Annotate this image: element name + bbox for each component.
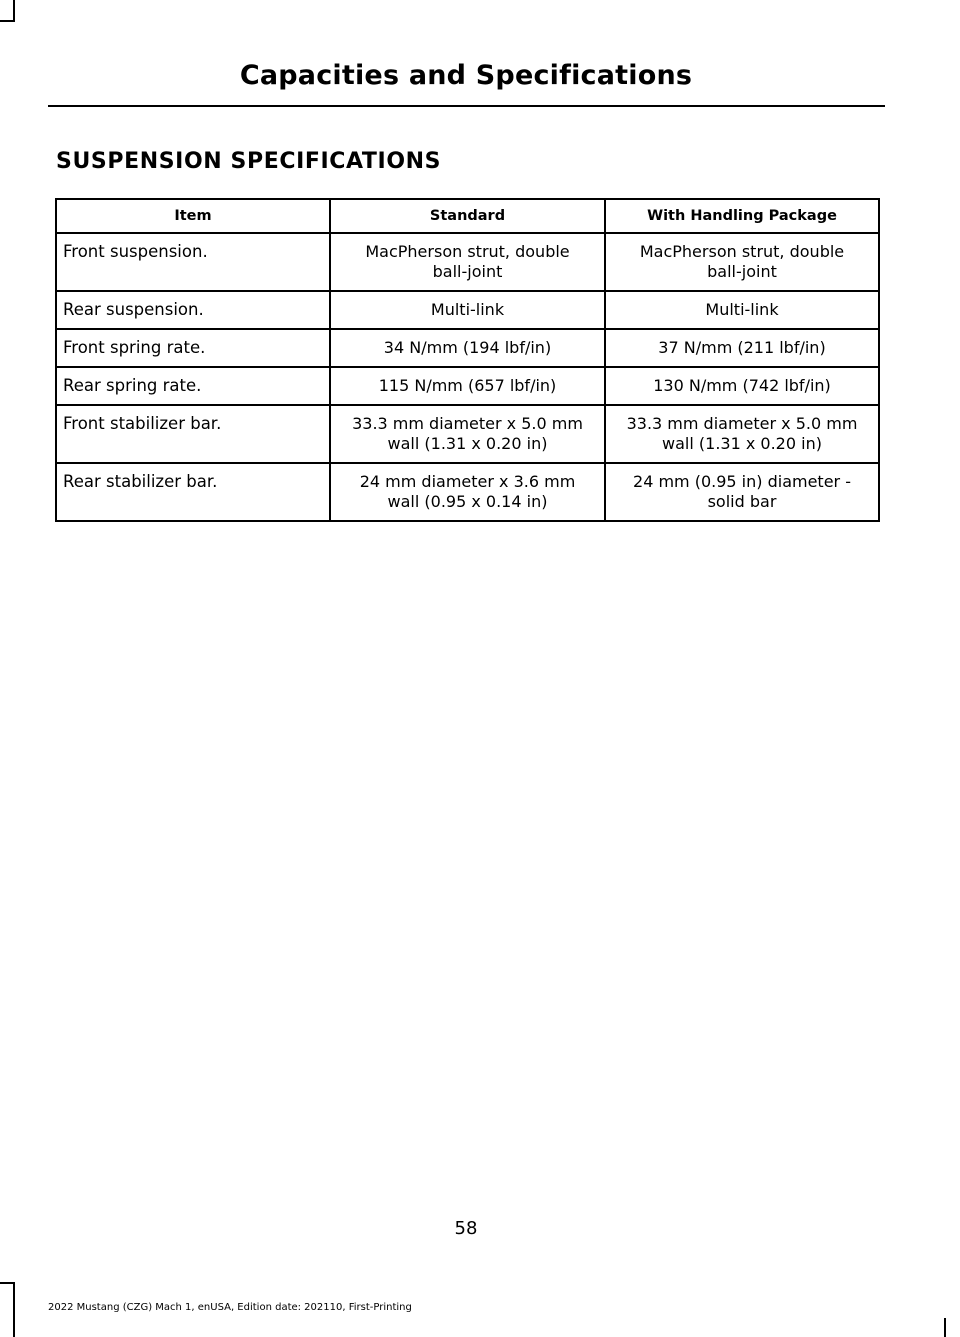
crop-mark-top-left <box>0 20 15 22</box>
table-row <box>56 367 879 405</box>
row-standard-value <box>330 291 605 329</box>
crop-mark-bottom-left <box>0 1282 15 1284</box>
value-line: 130 N/mm (742 lbf/in) <box>653 376 831 395</box>
table-row <box>56 291 879 329</box>
value-line: wall (1.31 x 0.20 in) <box>662 434 822 453</box>
row-item: Front spring rate. <box>56 329 330 367</box>
row-standard-value <box>330 405 605 463</box>
value-line: 37 N/mm (211 lbf/in) <box>658 338 826 357</box>
table-row <box>56 405 879 463</box>
row-standard-value <box>330 463 605 521</box>
section-heading: SUSPENSION SPECIFICATIONS <box>56 149 442 174</box>
row-item: Rear suspension. <box>56 291 330 329</box>
value-line: ball-joint <box>432 262 503 281</box>
row-handling-value <box>605 463 879 521</box>
row-item: Front stabilizer bar. <box>56 405 330 463</box>
row-standard-value <box>330 233 605 291</box>
value-line: 115 N/mm (657 lbf/in) <box>378 376 557 395</box>
value-line: solid bar <box>707 492 777 511</box>
value-line: wall (1.31 x 0.20 in) <box>387 434 548 453</box>
value-line: MacPherson strut, double <box>639 242 845 261</box>
row-standard-value <box>330 329 605 367</box>
value-line: 24 mm diameter x 3.6 mm <box>359 472 576 491</box>
column-header-item: Item <box>56 199 330 233</box>
row-handling-value <box>605 233 879 291</box>
row-item: Rear spring rate. <box>56 367 330 405</box>
table-row <box>56 233 879 291</box>
value-line: wall (0.95 x 0.14 in) <box>387 492 548 511</box>
value-line: 34 N/mm (194 lbf/in) <box>383 338 552 357</box>
row-item: Rear stabilizer bar. <box>56 463 330 521</box>
row-handling-value <box>605 405 879 463</box>
page-number: 58 <box>454 1218 478 1239</box>
value-line: 24 mm (0.95 in) diameter - <box>633 472 851 491</box>
table-row <box>56 463 879 521</box>
column-header-handling: With Handling Package <box>605 199 879 233</box>
suspension-spec-table <box>55 198 880 522</box>
table-row <box>56 329 879 367</box>
header-divider <box>48 105 885 107</box>
row-standard-value <box>330 367 605 405</box>
crop-mark-bottom-left <box>13 1282 15 1337</box>
value-line: Multi-link <box>705 300 779 319</box>
value-line: 33.3 mm diameter x 5.0 mm <box>626 414 858 433</box>
page-title: Capacities and Specifications <box>239 60 693 91</box>
column-header-standard: Standard <box>330 199 605 233</box>
value-line: Multi-link <box>430 300 505 319</box>
table-header-row <box>56 199 879 233</box>
value-line: ball-joint <box>707 262 777 281</box>
crop-mark-bottom-right <box>944 1318 946 1337</box>
row-handling-value <box>605 291 879 329</box>
value-line: 33.3 mm diameter x 5.0 mm <box>352 414 583 433</box>
row-handling-value <box>605 329 879 367</box>
value-line: MacPherson strut, double <box>365 242 570 261</box>
edition-note: 2022 Mustang (CZG) Mach 1, enUSA, Edition date: 202110, First-Printing <box>48 1302 412 1313</box>
row-handling-value <box>605 367 879 405</box>
row-item: Front suspension. <box>56 233 330 291</box>
crop-mark-top-left <box>13 0 15 22</box>
